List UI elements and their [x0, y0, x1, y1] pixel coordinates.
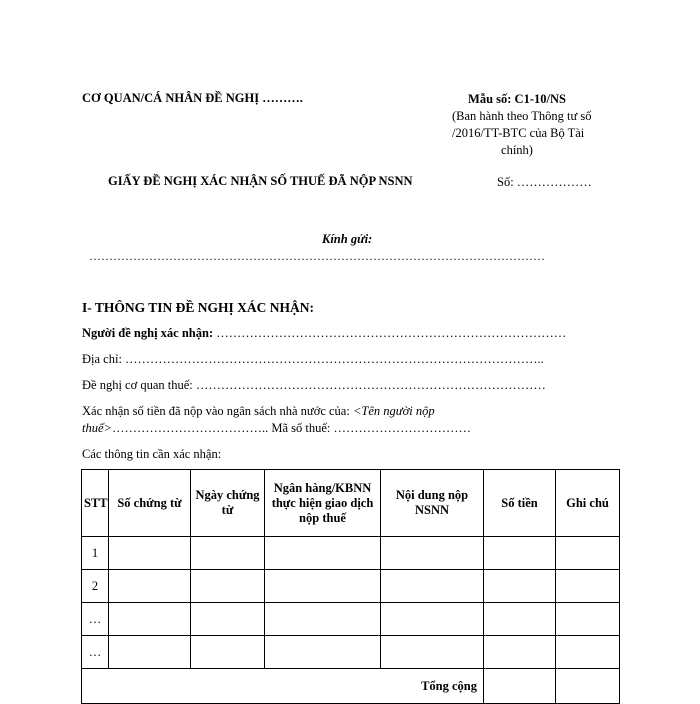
total-row: [82, 669, 620, 704]
cell-amount[interactable]: [484, 570, 556, 603]
cell-amount[interactable]: [484, 636, 556, 669]
form-number: Mẫu số: C1-10/NS: [468, 92, 566, 106]
confirm-line-2: [82, 421, 471, 436]
address-field[interactable]: Địa chỉ: ………………………………………………………………………………………..: [82, 352, 544, 366]
issued-line-3: chính): [501, 143, 533, 157]
header-stt: STT: [82, 470, 109, 537]
confirm-line-1: [82, 404, 435, 419]
recipient-field[interactable]: ……………………………………………………………………………………………………: [89, 249, 545, 263]
cell-bank[interactable]: [265, 603, 381, 636]
requester-label: Người đề nghị xác nhận:: [82, 326, 214, 340]
total-label: Tổng cộng: [82, 669, 484, 704]
row-stt: …: [82, 636, 109, 669]
cell-voucher-date[interactable]: [191, 636, 265, 669]
header-voucher-date: Ngày chứng từ: [191, 470, 265, 537]
cell-voucher-date[interactable]: [191, 603, 265, 636]
cell-content[interactable]: [381, 537, 484, 570]
cell-bank[interactable]: [265, 537, 381, 570]
document-title: GIẤY ĐỀ NGHỊ XÁC NHẬN SỐ THUẾ ĐÃ NỘP NSNN: [108, 174, 413, 188]
header-voucher-no: Số chứng từ: [109, 470, 191, 537]
cell-voucher-no[interactable]: [109, 636, 191, 669]
cell-note[interactable]: [556, 570, 620, 603]
cell-voucher-no[interactable]: [109, 603, 191, 636]
cell-total-amount[interactable]: [484, 669, 556, 704]
header-amount: Số tiền: [484, 470, 556, 537]
table-row: [82, 537, 620, 570]
tax-code-field[interactable]: ……………………………….. Mã số thuế: ……………………………: [111, 421, 471, 435]
form-info: [452, 91, 592, 159]
agency-line: CƠ QUAN/CÁ NHÂN ĐỀ NGHỊ ……….: [82, 91, 303, 105]
requester-row: [82, 326, 566, 341]
header-bank: Ngân hàng/KBNN thực hiện giao dịch nộp thuế: [265, 470, 381, 537]
requester-field[interactable]: …………………………………………………………………………: [216, 326, 567, 340]
cell-voucher-no[interactable]: [109, 570, 191, 603]
cell-content[interactable]: [381, 603, 484, 636]
cell-amount[interactable]: [484, 537, 556, 570]
section-heading: I- THÔNG TIN ĐỀ NGHỊ XÁC NHẬN:: [82, 300, 315, 315]
table-row: [82, 570, 620, 603]
issued-line-2: /2016/TT-BTC của Bộ Tài: [452, 126, 585, 140]
confirmation-table: [81, 469, 620, 704]
cell-voucher-date[interactable]: [191, 570, 265, 603]
document-number-field[interactable]: Số: ………………: [497, 175, 592, 189]
cell-note[interactable]: [556, 603, 620, 636]
row-stt: …: [82, 603, 109, 636]
cell-amount[interactable]: [484, 603, 556, 636]
issued-line-1: (Ban hành theo Thông tư số: [452, 109, 592, 123]
recipient-label: Kính gửi:: [322, 232, 373, 246]
cell-bank[interactable]: [265, 636, 381, 669]
cell-voucher-no[interactable]: [109, 537, 191, 570]
row-stt: 1: [82, 537, 109, 570]
cell-note[interactable]: [556, 537, 620, 570]
header-content: Nội dung nộp NSNN: [381, 470, 484, 537]
header-note: Ghi chú: [556, 470, 620, 537]
tax-office-field[interactable]: Đề nghị cơ quan thuế: …………………………………………………………………………: [82, 378, 546, 392]
cell-content[interactable]: [381, 636, 484, 669]
taxpayer-name-placeholder-end: thuế>: [82, 421, 112, 435]
cell-bank[interactable]: [265, 570, 381, 603]
info-needed-label: Các thông tin cần xác nhận:: [82, 447, 222, 461]
row-stt: 2: [82, 570, 109, 603]
table-row: [82, 636, 620, 669]
cell-voucher-date[interactable]: [191, 537, 265, 570]
cell-note[interactable]: [556, 636, 620, 669]
cell-content[interactable]: [381, 570, 484, 603]
taxpayer-name-placeholder: <Tên người nộp: [352, 404, 435, 418]
confirm-prefix: Xác nhận số tiền đã nộp vào ngân sách nhà nước của:: [82, 404, 353, 418]
table-header-row: [82, 470, 620, 537]
cell-total-note[interactable]: [556, 669, 620, 704]
table-row: [82, 603, 620, 636]
